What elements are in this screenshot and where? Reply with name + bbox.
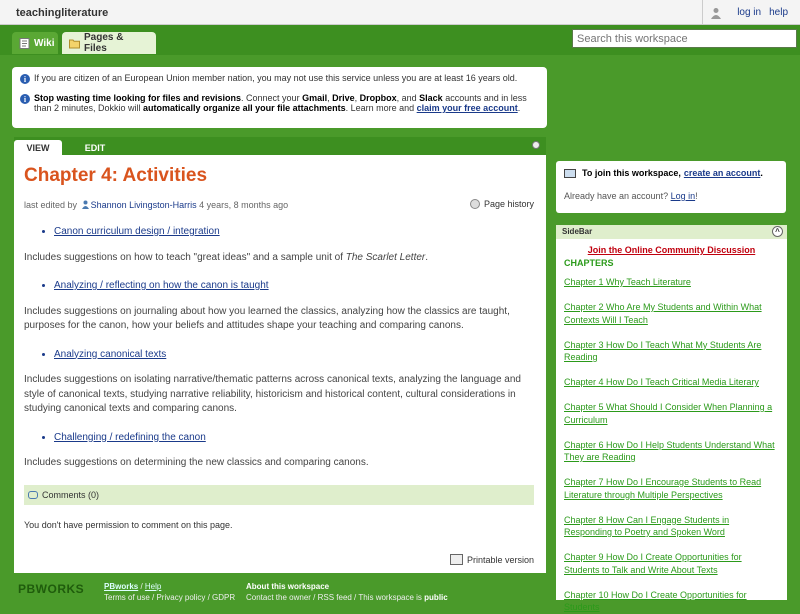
divider (702, 0, 703, 25)
editor-link[interactable]: Shannon Livingston-Harris (90, 200, 197, 210)
history-icon (470, 199, 480, 209)
join-workspace-box (556, 161, 786, 213)
chapter-link[interactable]: Chapter 6 How Do I Help Students Understand What They are Reading (564, 439, 775, 462)
printable-label: Printable version (466, 554, 534, 565)
page-content (14, 155, 546, 573)
no-permission-text: You don't have permission to comment on this page. (24, 520, 233, 530)
chapter-link[interactable]: Chapter 10 How Do I Create Opportunities for Students (564, 589, 747, 612)
last-edited: last edited by Shannon Livingston-Harris 4 years, 8 months ago (24, 200, 289, 210)
sidebar (556, 225, 787, 612)
chapter-list (564, 276, 779, 614)
page-tabs (14, 137, 546, 155)
age-notice (20, 73, 539, 84)
folder-icon (69, 38, 80, 49)
page-history-button[interactable] (470, 199, 534, 209)
info-icon: i (20, 94, 30, 104)
create-account-link[interactable]: create an account (683, 168, 761, 178)
section-link[interactable]: Challenging / redefining the canon (54, 431, 206, 443)
sidebar-login-link[interactable]: Log in (670, 191, 696, 201)
tab-wiki-label: Wiki (34, 37, 55, 49)
tab-edit[interactable]: EDIT (84, 142, 106, 153)
about-workspace-title: About this workspace (246, 582, 330, 591)
chapter-link[interactable]: Chapter 8 How Can I Engage Students in Responding to Poetry and Spoken Word (564, 514, 730, 537)
footer-about (246, 581, 448, 603)
join-text: To join this workspace, (582, 168, 681, 178)
tab-wiki[interactable] (12, 32, 58, 54)
wiki-icon (19, 38, 30, 49)
page-history-label: Page history (483, 199, 534, 209)
sidebar-header (556, 225, 787, 239)
footer (0, 577, 560, 600)
join-discussion-link[interactable]: Join the Online Community Discussion (587, 245, 756, 255)
chapter-link[interactable]: Chapter 1 Why Teach Literature (564, 277, 691, 287)
pbworks-logo: PBWORKS (18, 582, 85, 596)
section-link[interactable]: Analyzing canonical texts (54, 348, 167, 360)
join-line: To join this workspace, create an account . (564, 168, 778, 178)
chapters-heading: CHAPTERS (564, 258, 614, 268)
section-description: Includes suggestions on isolating narrative/thematic patterns across canonical texts, analyzing the language and style of canonical texts, studying narrative reliability, historicism and historical content, cultural considerations in studying canonical texts and comparing canons. (24, 374, 521, 414)
help-footer-link[interactable]: Help (144, 582, 162, 591)
tab-pages-files[interactable] (62, 32, 156, 54)
printable-version-button[interactable] (450, 554, 534, 565)
account-links (702, 0, 788, 25)
chapter-link[interactable]: Chapter 4 How Do I Teach Critical Media Literary (564, 377, 759, 387)
section-description: Includes suggestions on determining the new classics and comparing canons. (24, 457, 369, 468)
search-input[interactable] (572, 29, 797, 48)
contact-links[interactable]: Contact the owner / RSS feed / This workspace is (246, 593, 425, 602)
page-title: Chapter 4: Activities (24, 165, 208, 186)
section-description: Includes suggestions on journaling about how you learned the classics, analyzing how the classics are taught, purposes for the canon, how your beliefs and attitudes shape your teaching and comparing canons. (24, 305, 510, 331)
comments-bar[interactable] (24, 485, 534, 505)
tab-view[interactable]: VIEW (14, 140, 62, 155)
info-icon: i (20, 74, 30, 84)
login-link[interactable]: log in (737, 7, 762, 18)
claim-account-link[interactable]: claim your free account (416, 103, 518, 113)
notice-box (12, 67, 547, 128)
dokkio-notice (20, 93, 539, 113)
sidebar-title: SideBar (562, 227, 593, 236)
person-icon (82, 200, 89, 209)
comments-label: Comments (0) (42, 490, 100, 500)
workspace-name[interactable]: teachingliterature (16, 7, 109, 19)
sidebar-body (556, 239, 787, 614)
chapter-link[interactable]: Chapter 3 How Do I Teach What My Students Are Reading (564, 339, 762, 362)
flag-icon (564, 169, 576, 178)
tab-pages-files-label: Pages & Files (84, 32, 124, 54)
chapter-link[interactable]: Chapter 9 How Do I Create Opportunities for Students to Talk and Write About Texts (564, 552, 742, 575)
help-link[interactable]: help (769, 7, 788, 18)
public-label: public (424, 593, 448, 602)
dokkio-notice-text: Stop wasting time looking for files and revisions. Connect your Gmail, Drive, Dropbox, and Slack accounts and in less than 2 minutes, Dokkio will automatically organize all your file attachments. Learn more and claim your free account. (34, 93, 527, 113)
footer-links: PBworks / Help Terms of use / Privacy policy / GDPR (104, 582, 236, 602)
edited-time: 4 years, 8 months ago (199, 200, 289, 210)
section-link[interactable]: Analyzing / reflecting on how the canon is taught (54, 280, 269, 291)
collapse-icon[interactable]: ^ (772, 226, 783, 237)
chapter-link[interactable]: Chapter 2 Who Are My Students and Within What Contexts Will I Teach (564, 302, 762, 325)
chapter-link[interactable]: Chapter 7 How Do I Encourage Students to Read Literature through Multiple Perspectives (564, 477, 762, 500)
page-options-icon[interactable] (532, 141, 540, 149)
comment-icon (28, 491, 38, 499)
user-icon (711, 7, 721, 19)
printer-icon (450, 554, 463, 565)
top-bar (0, 0, 800, 25)
page-body (24, 225, 534, 485)
terms-links[interactable]: Terms of use / Privacy policy / GDPR (104, 593, 236, 602)
pbworks-link[interactable]: PBworks (104, 582, 139, 591)
chapter-link[interactable]: Chapter 5 What Should I Consider When Planning a Curriculum (564, 402, 773, 425)
age-notice-text: If you are citizen of an European Union member nation, you may not use this service unless you are at least 16 years old. (34, 73, 518, 83)
section-link[interactable]: Canon curriculum design / integration (54, 226, 220, 237)
section-description: Includes suggestions on how to teach "great ideas" and a sample unit of The Scarlet Letter. (24, 251, 429, 263)
already-account: Already have an account? Log in! (564, 191, 698, 201)
